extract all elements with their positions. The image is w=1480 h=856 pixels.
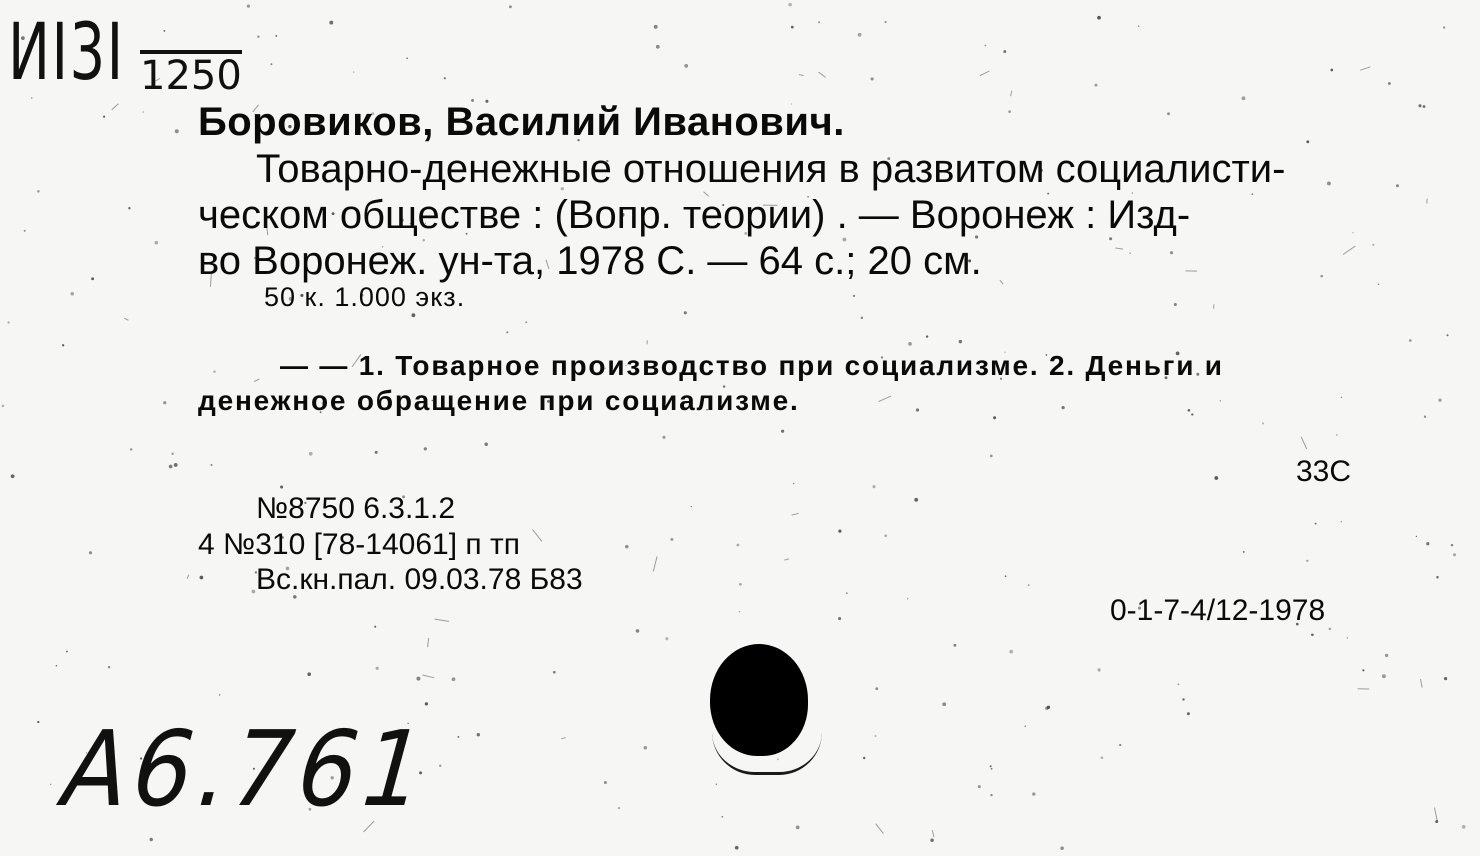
handwritten-number: 1250 bbox=[140, 50, 242, 96]
author-heading: Боровиков, Василий Иванович. bbox=[198, 100, 845, 144]
description-line: во Воронеж. ун-та, 1978 С. — 64 с.; 20 см. bbox=[198, 239, 982, 283]
series-code: 0-1-7-4/12-1978 bbox=[1110, 594, 1326, 627]
handwritten-shelfmark: А6.761 bbox=[58, 708, 435, 830]
book-chamber-mark: Вс.кн.пал. 09.03.78 Б83 bbox=[256, 563, 583, 596]
description-line: Товарно-денежные отношения в развитом социалисти- bbox=[256, 147, 1286, 191]
subject-headings-line: — — 1. Товарное производство при социализме. 2. Деньги и bbox=[280, 350, 1224, 381]
registration-number: №8750 6.3.1.2 bbox=[256, 492, 455, 525]
order-number: 4 №310 [78-14061] п тп bbox=[198, 528, 520, 561]
subject-headings-line: денежное обращение при социализме. bbox=[198, 385, 800, 416]
price-print-run: 50 к. 1.000 экз. bbox=[264, 282, 466, 312]
description-line: ческом обществе : (Вопр. теории) . — Воронеж : Изд- bbox=[198, 193, 1191, 237]
classification-code: 33С bbox=[1296, 455, 1352, 488]
handwritten-code: ИI3I bbox=[8, 8, 125, 98]
